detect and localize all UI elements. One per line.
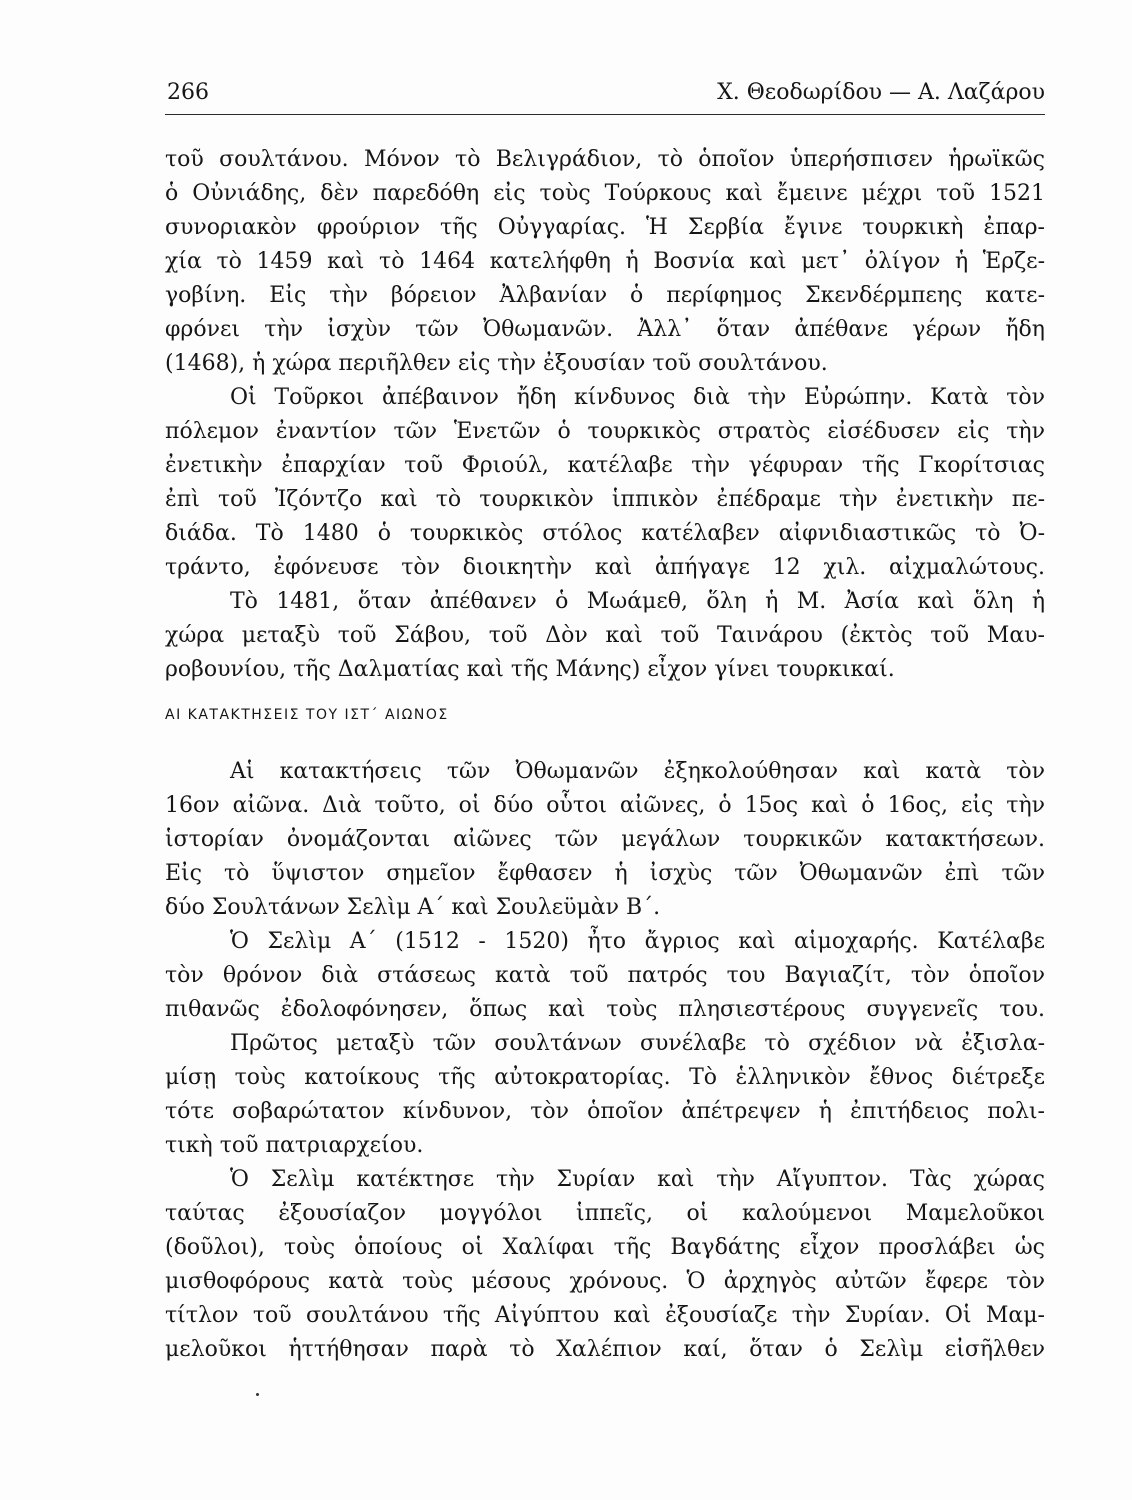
- text-line: τικὴ τοῦ πατριαρχείου.: [165, 1133, 424, 1158]
- text-line: τράντο, ἐφόνευσε τὸν διοικητὴν καὶ ἀπήγαγε 12 χιλ. αἰχμαλώτους.: [165, 555, 1045, 580]
- section-heading: ΑΙ ΚΑΤΑΚΤΗΣΕΙΣ ΤΟΥ ΙΣΤ΄ ΑΙΩΝΟΣ: [165, 707, 449, 723]
- text-line: τοῦ σουλτάνου. Μόνον τὸ Βελιγράδιον, τὸ ὁποῖον ὑπερήσπισεν ἡρωϊκῶς: [165, 147, 1045, 172]
- text-line: 16ον αἰῶνα. Διὰ τοῦτο, οἱ δύο οὗτοι αἰῶνες, ὁ 15ος καὶ ὁ 16ος, εἰς τὴν: [165, 793, 1045, 818]
- text-line: μισθοφόρους κατὰ τοὺς μέσους χρόνους. Ὁ ἀρχηγὸς αὐτῶν ἔφερε τὸν: [165, 1269, 1045, 1294]
- text-line: Εἰς τὸ ὕψιστον σημεῖον ἔφθασεν ἡ ἰσχὺς τῶν Ὀθωμανῶν ἐπὶ τῶν: [165, 861, 1045, 886]
- text-line: Πρῶτος μεταξὺ τῶν σουλτάνων συνέλαβε τὸ σχέδιον νὰ ἐξισλα-: [230, 1031, 1045, 1056]
- text-line: ἐπὶ τοῦ Ἰζόντζο καὶ τὸ τουρκικὸν ἱππικὸν ἐπέδραμε τὴν ἐνετικὴν πε-: [165, 487, 1045, 512]
- text-line: Ὁ Σελὶμ κατέκτησε τὴν Συρίαν καὶ τὴν Αἴγυπτον. Τὰς χώρας: [230, 1167, 1045, 1192]
- text-line: τὸν θρόνον διὰ στάσεως κατὰ τοῦ πατρός του Βαγιαζίτ, τὸν ὁποῖον: [165, 963, 1045, 988]
- text-line: γοβίνη. Εἰς τὴν βόρειον Ἀλβανίαν ὁ περίφημος Σκενδέρμπεης κατε-: [165, 283, 1045, 308]
- text-line: συνοριακὸν φρούριον τῆς Οὐγγαρίας. Ἡ Σερβία ἔγινε τουρκικὴ ἐπαρ-: [165, 215, 1045, 240]
- text-line: Αἱ κατακτήσεις τῶν Ὀθωμανῶν ἐξηκολούθησαν καὶ κατὰ τὸν: [230, 759, 1045, 784]
- text-line: διάδα. Τὸ 1480 ὁ τουρκικὸς στόλος κατέλαβεν αἰφνιδιαστικῶς τὸ Ὀ-: [165, 521, 1045, 546]
- text-line: δύο Σουλτάνων Σελὶμ Α΄ καὶ Σουλεϋμὰν Β΄.: [165, 895, 661, 920]
- text-line: (δοῦλοι), τοὺς ὁποίους οἱ Χαλίφαι τῆς Βαγδάτης εἶχον προσλάβει ὡς: [165, 1235, 1045, 1260]
- text-line: (1468), ἡ χώρα περιῆλθεν εἰς τὴν ἐξουσίαν τοῦ σουλτάνου.: [165, 351, 828, 376]
- text-line: μίσῃ τοὺς κατοίκους τῆς αὐτοκρατορίας. Τὸ ἑλληνικὸν ἔθνος διέτρεξε: [165, 1065, 1045, 1090]
- text-line: τίτλον τοῦ σουλτάνου τῆς Αἰγύπτου καὶ ἐξουσίαζε τὴν Συρίαν. Οἱ Μαμ-: [165, 1303, 1045, 1328]
- text-line: Ὁ Σελὶμ Α΄ (1512 - 1520) ἦτο ἄγριος καὶ αἱμοχαρής. Κατέλαβε: [230, 929, 1045, 954]
- text-line: ταύτας ἐξουσίαζον μογγόλοι ἱππεῖς, οἱ καλούμενοι Μαμελοῦκοι: [165, 1201, 1045, 1226]
- page-header: [165, 80, 1045, 115]
- text-line: μελοῦκοι ἡττήθησαν παρὰ τὸ Χαλέπιον καί, ὅταν ὁ Σελὶμ εἰσῆλθεν: [165, 1337, 1045, 1362]
- text-line: χία τὸ 1459 καὶ τὸ 1464 κατελήφθη ἡ Βοσνία καὶ μετ᾽ ὀλίγον ἡ Ἑρζε-: [165, 249, 1045, 274]
- text-line: χώρα μεταξὺ τοῦ Σάβου, τοῦ Δὸν καὶ τοῦ Ταινάρου (ἐκτὸς τοῦ Μαυ-: [165, 623, 1045, 648]
- running-head: Χ. Θεοδωρίδου — Α. Λαζάρου: [717, 80, 1045, 105]
- ink-speck: [256, 1393, 259, 1396]
- text-line: ἐνετικὴν ἐπαρχίαν τοῦ Φριούλ, κατέλαβε τὴν γέφυραν τῆς Γκορίτσιας: [165, 453, 1045, 478]
- text-line: ροβουνίου, τῆς Δαλματίας καὶ τῆς Μάνης) εἶχον γίνει τουρκικαί.: [165, 657, 895, 682]
- text-line: ὁ Οὐνιάδης, δὲν παρεδόθη εἰς τοὺς Τούρκους καὶ ἔμεινε μέχρι τοῦ 1521: [165, 181, 1045, 206]
- page-number: 266: [167, 80, 209, 105]
- text-line: πιθανῶς ἐδολοφόνησεν, ὅπως καὶ τοὺς πλησιεστέρους συγγενεῖς του.: [165, 997, 1045, 1022]
- text-line: τότε σοβαρώτατον κίνδυνον, τὸν ὁποῖον ἀπέτρεψεν ἡ ἐπιτήδειος πολι-: [165, 1099, 1045, 1124]
- text-line: Οἱ Τοῦρκοι ἀπέβαινον ἤδη κίνδυνος διὰ τὴν Εὐρώπην. Κατὰ τὸν: [230, 385, 1045, 410]
- body-text: [165, 143, 1045, 1367]
- text-line: πόλεμον ἐναντίον τῶν Ἑνετῶν ὁ τουρκικὸς στρατὸς εἰσέδυσεν εἰς τὴν: [165, 419, 1045, 444]
- text-line: Τὸ 1481, ὅταν ἀπέθανεν ὁ Μωάμεθ, ὅλη ἡ Μ. Ἀσία καὶ ὅλη ἡ: [230, 589, 1045, 614]
- text-line: ἱστορίαν ὀνομάζονται αἰῶνες τῶν μεγάλων τουρκικῶν κατακτήσεων.: [165, 827, 1045, 852]
- text-line: φρόνει τὴν ἰσχὺν τῶν Ὀθωμανῶν. Ἀλλ᾽ ὅταν ἀπέθανε γέρων ἤδη: [165, 317, 1045, 342]
